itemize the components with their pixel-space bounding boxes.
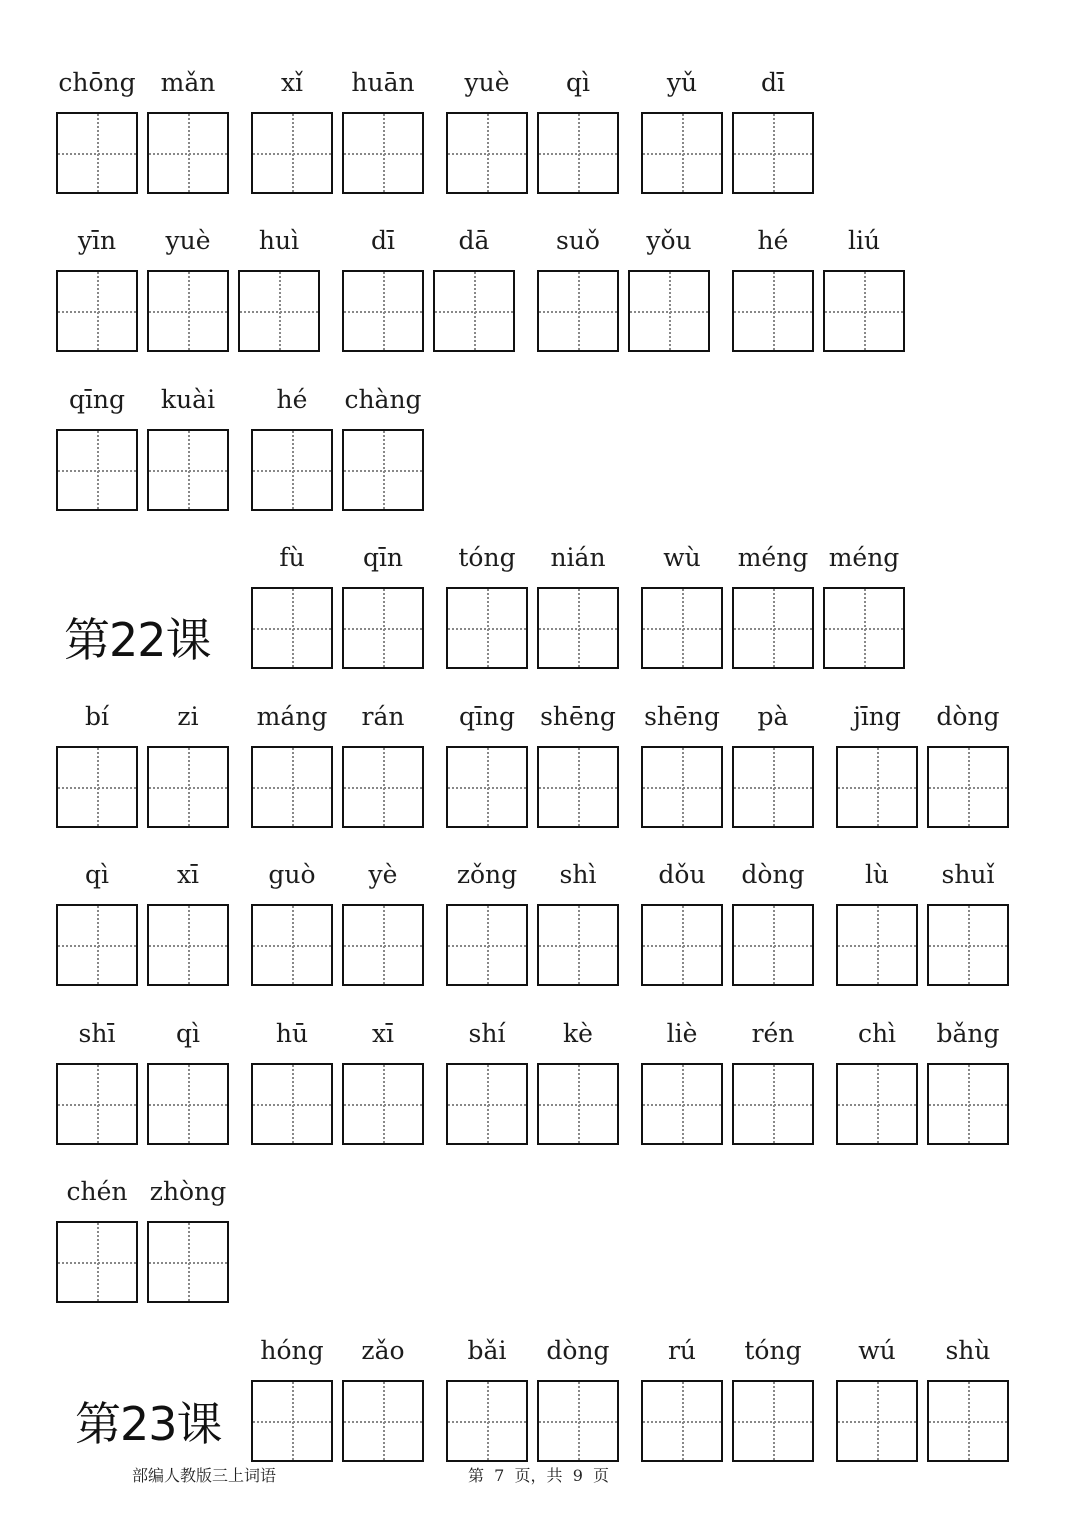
pinyin-label: huì (258, 226, 300, 255)
pinyin-label: yuè (165, 226, 211, 255)
pinyin-label: yīn (77, 226, 117, 255)
pinyin-label: zǒng (456, 860, 518, 889)
writing-grid-box[interactable] (147, 1063, 229, 1145)
writing-grid-box[interactable] (641, 587, 723, 669)
pinyin-label: dī (371, 226, 395, 255)
writing-grid-box[interactable] (446, 746, 528, 828)
writing-grid-box[interactable] (537, 112, 619, 194)
writing-grid-box[interactable] (147, 746, 229, 828)
pinyin-label: méng (828, 543, 900, 572)
writing-grid-box[interactable] (641, 112, 723, 194)
writing-grid-box[interactable] (732, 587, 814, 669)
pinyin-label: yè (368, 860, 398, 889)
writing-grid-box[interactable] (537, 587, 619, 669)
writing-grid-box[interactable] (251, 1063, 333, 1145)
pinyin-label: chì (857, 1019, 897, 1048)
writing-grid-box[interactable] (147, 904, 229, 986)
lesson-23-heading: 第23课 (75, 1397, 222, 1451)
pinyin-label: qīng (68, 385, 126, 414)
writing-grid-box[interactable] (836, 904, 918, 986)
pinyin-label: zi (177, 702, 199, 731)
pinyin-label: qì (566, 68, 590, 97)
pinyin-label: dī (761, 68, 785, 97)
pinyin-label: tóng (458, 543, 516, 572)
writing-grid-box[interactable] (56, 746, 138, 828)
pinyin-label: shuǐ (941, 860, 995, 889)
pinyin-label: bǎi (467, 1336, 507, 1365)
writing-grid-box[interactable] (342, 587, 424, 669)
writing-grid-box[interactable] (836, 1063, 918, 1145)
pinyin-label: chén (66, 1177, 128, 1206)
writing-grid-box[interactable] (342, 746, 424, 828)
pinyin-label: wù (663, 543, 701, 572)
pinyin-label: shēng (540, 702, 616, 731)
writing-grid-box[interactable] (732, 270, 814, 352)
pinyin-label: shí (468, 1019, 506, 1048)
lesson-22-heading: 第22课 (64, 613, 211, 667)
pinyin-label: xī (371, 1019, 395, 1048)
pinyin-label: liè (666, 1019, 698, 1048)
writing-grid-box[interactable] (56, 1221, 138, 1303)
pinyin-label: shēng (644, 702, 720, 731)
pinyin-label: pà (757, 702, 789, 731)
pinyin-label: tóng (744, 1336, 802, 1365)
writing-grid-box[interactable] (56, 270, 138, 352)
writing-grid-box[interactable] (433, 270, 515, 352)
writing-grid-box[interactable] (342, 904, 424, 986)
writing-grid-box[interactable] (641, 746, 723, 828)
pinyin-label: guò (268, 860, 316, 889)
writing-grid-box[interactable] (823, 587, 905, 669)
writing-grid-box[interactable] (251, 429, 333, 511)
writing-grid-box[interactable] (628, 270, 710, 352)
writing-grid-box[interactable] (147, 429, 229, 511)
writing-grid-box[interactable] (732, 112, 814, 194)
pinyin-label: hū (275, 1019, 309, 1048)
pinyin-label: bí (85, 702, 109, 731)
writing-grid-box[interactable] (342, 429, 424, 511)
pinyin-label: hé (757, 226, 789, 255)
writing-grid-box[interactable] (342, 270, 424, 352)
pinyin-label: chàng (344, 385, 422, 414)
writing-grid-box[interactable] (251, 587, 333, 669)
writing-grid-box[interactable] (836, 746, 918, 828)
pinyin-label: yuè (464, 68, 510, 97)
pinyin-label: qì (85, 860, 109, 889)
pinyin-label: hóng (260, 1336, 324, 1365)
writing-grid-box[interactable] (251, 112, 333, 194)
writing-grid-box[interactable] (342, 1063, 424, 1145)
pinyin-label: rú (667, 1336, 697, 1365)
writing-grid-box[interactable] (927, 1063, 1009, 1145)
pinyin-label: chōng (58, 68, 136, 97)
writing-grid-box[interactable] (537, 270, 619, 352)
writing-grid-box[interactable] (836, 1380, 918, 1462)
writing-grid-box[interactable] (732, 1063, 814, 1145)
pinyin-label: rán (361, 702, 405, 731)
pinyin-label: dòng (936, 702, 1000, 731)
pinyin-label: xǐ (280, 68, 304, 97)
writing-grid-box[interactable] (537, 904, 619, 986)
writing-grid-box[interactable] (537, 746, 619, 828)
writing-grid-box[interactable] (537, 1380, 619, 1462)
writing-grid-box[interactable] (446, 1063, 528, 1145)
writing-grid-box[interactable] (732, 1380, 814, 1462)
writing-grid-box[interactable] (342, 1380, 424, 1462)
pinyin-label: dǒu (658, 860, 706, 889)
pinyin-label: jīng (853, 702, 901, 731)
pinyin-label: wú (858, 1336, 896, 1365)
writing-grid-box[interactable] (56, 429, 138, 511)
pinyin-label: yǒu (646, 226, 692, 255)
pinyin-label: lù (864, 860, 890, 889)
pinyin-label: shù (945, 1336, 991, 1365)
writing-grid-box[interactable] (251, 1380, 333, 1462)
writing-grid-box[interactable] (732, 904, 814, 986)
pinyin-label: zǎo (361, 1336, 405, 1365)
pinyin-label: máng (256, 702, 328, 731)
pinyin-label: méng (737, 543, 809, 572)
writing-grid-box[interactable] (147, 1221, 229, 1303)
writing-grid-box[interactable] (446, 112, 528, 194)
pinyin-label: suǒ (556, 226, 600, 255)
writing-grid-box[interactable] (927, 1380, 1009, 1462)
writing-grid-box[interactable] (251, 746, 333, 828)
writing-grid-box[interactable] (446, 587, 528, 669)
pinyin-label: qīn (362, 543, 404, 572)
pinyin-label: huān (351, 68, 415, 97)
pinyin-label: qīng (458, 702, 516, 731)
pinyin-label: qì (176, 1019, 200, 1048)
writing-grid-box[interactable] (238, 270, 320, 352)
writing-grid-box[interactable] (641, 1380, 723, 1462)
pinyin-label: shī (78, 1019, 116, 1048)
pinyin-label: rén (751, 1019, 795, 1048)
writing-grid-box[interactable] (446, 1380, 528, 1462)
pinyin-label: dā (458, 226, 490, 255)
writing-grid-box[interactable] (251, 904, 333, 986)
pinyin-label: fù (279, 543, 305, 572)
writing-grid-box[interactable] (927, 746, 1009, 828)
pinyin-label: nián (550, 543, 606, 572)
writing-grid-box[interactable] (147, 270, 229, 352)
pinyin-label: dòng (546, 1336, 610, 1365)
writing-grid-box[interactable] (56, 1063, 138, 1145)
writing-grid-box[interactable] (147, 112, 229, 194)
writing-grid-box[interactable] (641, 1063, 723, 1145)
pinyin-label: hé (276, 385, 308, 414)
writing-grid-box[interactable] (927, 904, 1009, 986)
pinyin-label: bǎng (936, 1019, 1000, 1048)
pinyin-label: yǔ (666, 68, 698, 97)
writing-grid-box[interactable] (446, 904, 528, 986)
writing-grid-box[interactable] (537, 1063, 619, 1145)
footer-title: 部编人教版三上词语 (132, 1466, 277, 1485)
writing-grid-box[interactable] (732, 746, 814, 828)
pinyin-label: zhòng (149, 1177, 227, 1206)
writing-grid-box[interactable] (823, 270, 905, 352)
pinyin-label: xī (176, 860, 200, 889)
pinyin-label: mǎn (160, 68, 216, 97)
pinyin-label: kuài (160, 385, 216, 414)
pinyin-label: liú (847, 226, 881, 255)
footer-page-number: 第 7 页，共 9 页 (468, 1466, 610, 1485)
writing-grid-box[interactable] (641, 904, 723, 986)
pinyin-label: dòng (741, 860, 805, 889)
pinyin-label: shì (559, 860, 597, 889)
writing-grid-box[interactable] (56, 112, 138, 194)
pinyin-label: kè (563, 1019, 593, 1048)
writing-grid-box[interactable] (342, 112, 424, 194)
writing-grid-box[interactable] (56, 904, 138, 986)
